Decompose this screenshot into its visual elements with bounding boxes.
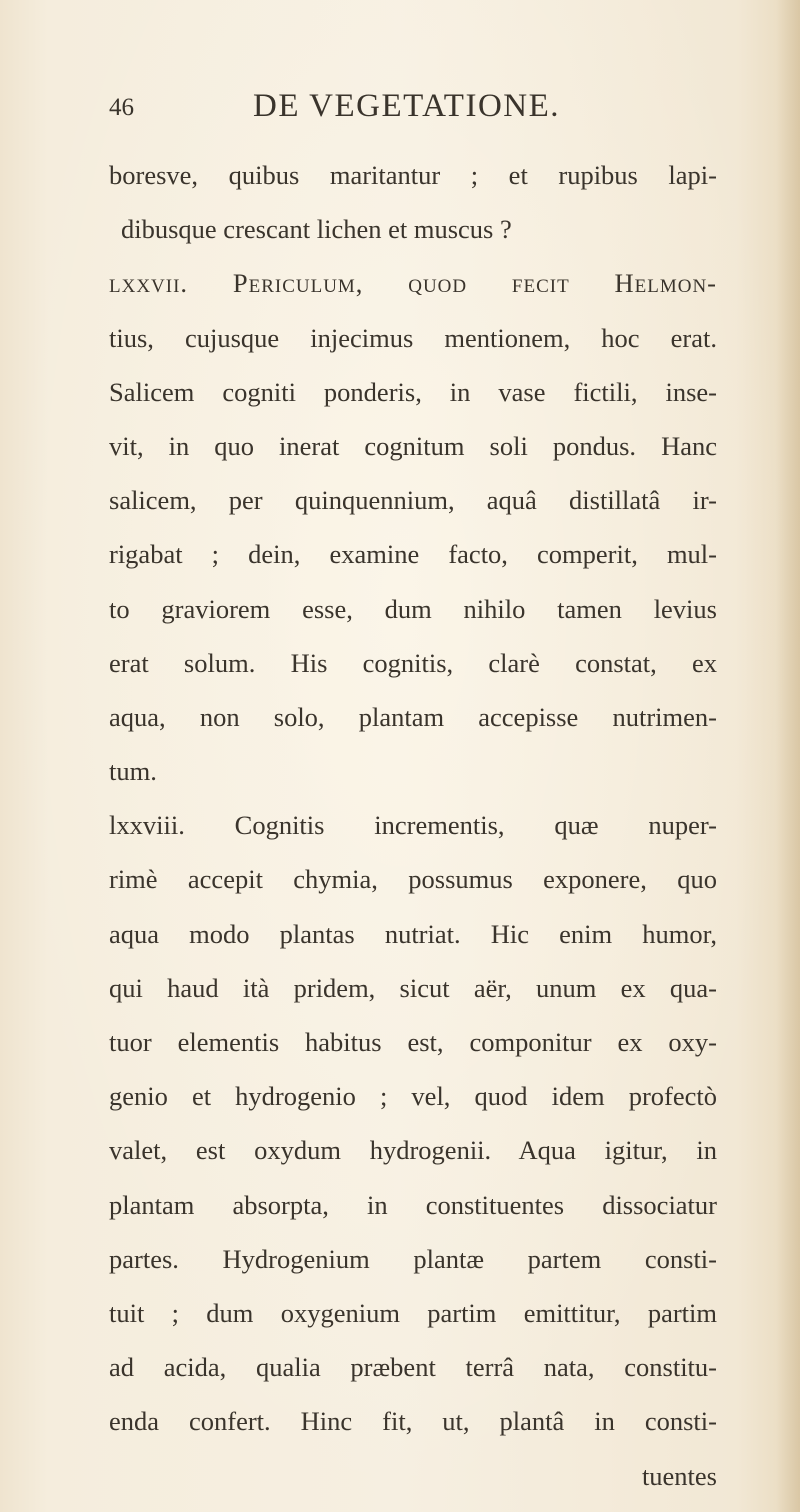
page-edge-shadow <box>776 0 800 1512</box>
text-line: enda confert. Hinc fit, ut, plantâ in consti- <box>109 1406 717 1437</box>
text-line: to graviorem esse, dum nihilo tamen levius <box>109 593 717 624</box>
text-line: genio et hydrogenio ; vel, quod idem profectò <box>109 1081 717 1112</box>
text-line: vit, in quo inerat cognitum soli pondus. Hanc <box>109 430 717 461</box>
text-line: plantam absorpta, in constituentes dissociatur <box>109 1189 717 1220</box>
text-line: partes. Hydrogenium plantæ partem consti- <box>109 1243 717 1274</box>
text-line: rimè accepit chymia, possumus exponere, quo <box>109 864 717 895</box>
body-text <box>109 148 717 1503</box>
text-line: dibusque crescant lichen et muscus ? <box>121 214 512 245</box>
text-line: lxxvii. Periculum, quod fecit Helmon- <box>109 268 717 299</box>
text-line: valet, est oxydum hydrogenii. Aqua igitur, in <box>109 1135 717 1166</box>
text-line: erat solum. His cognitis, clarè constat, ex <box>109 647 717 678</box>
text-line: qui haud ità pridem, sicut aër, unum ex qua- <box>109 972 717 1003</box>
text-line: aqua modo plantas nutriat. Hic enim humor, <box>109 918 717 949</box>
text-line: aqua, non solo, plantam accepisse nutrimen- <box>109 701 717 732</box>
running-title: DE VEGETATIONE. <box>253 88 561 124</box>
text-line: tius, cujusque injecimus mentionem, hoc erat. <box>109 322 717 353</box>
text-line: tum. <box>109 756 157 787</box>
text-line: Salicem cogniti ponderis, in vase fictili, inse- <box>109 376 717 407</box>
text-line: tuor elementis habitus est, componitur ex oxy- <box>109 1027 717 1057</box>
page-number: 46 <box>109 94 134 121</box>
text-line: tuit ; dum oxygenium partim emittitur, partim <box>109 1297 717 1328</box>
text-line: lxxviii. Cognitis incrementis, quæ nuper- <box>109 810 717 841</box>
catchword: tuentes <box>641 1460 717 1491</box>
page-header <box>109 88 609 128</box>
text-line: salicem, per quinquennium, aquâ distillatâ ir- <box>109 485 717 516</box>
text-line: rigabat ; dein, examine facto, comperit, mul- <box>109 539 717 570</box>
text-line: ad acida, qualia præbent terrâ nata, constitu- <box>109 1352 717 1383</box>
text-line: boresve, quibus maritantur ; et rupibus lapi- <box>109 160 717 190</box>
